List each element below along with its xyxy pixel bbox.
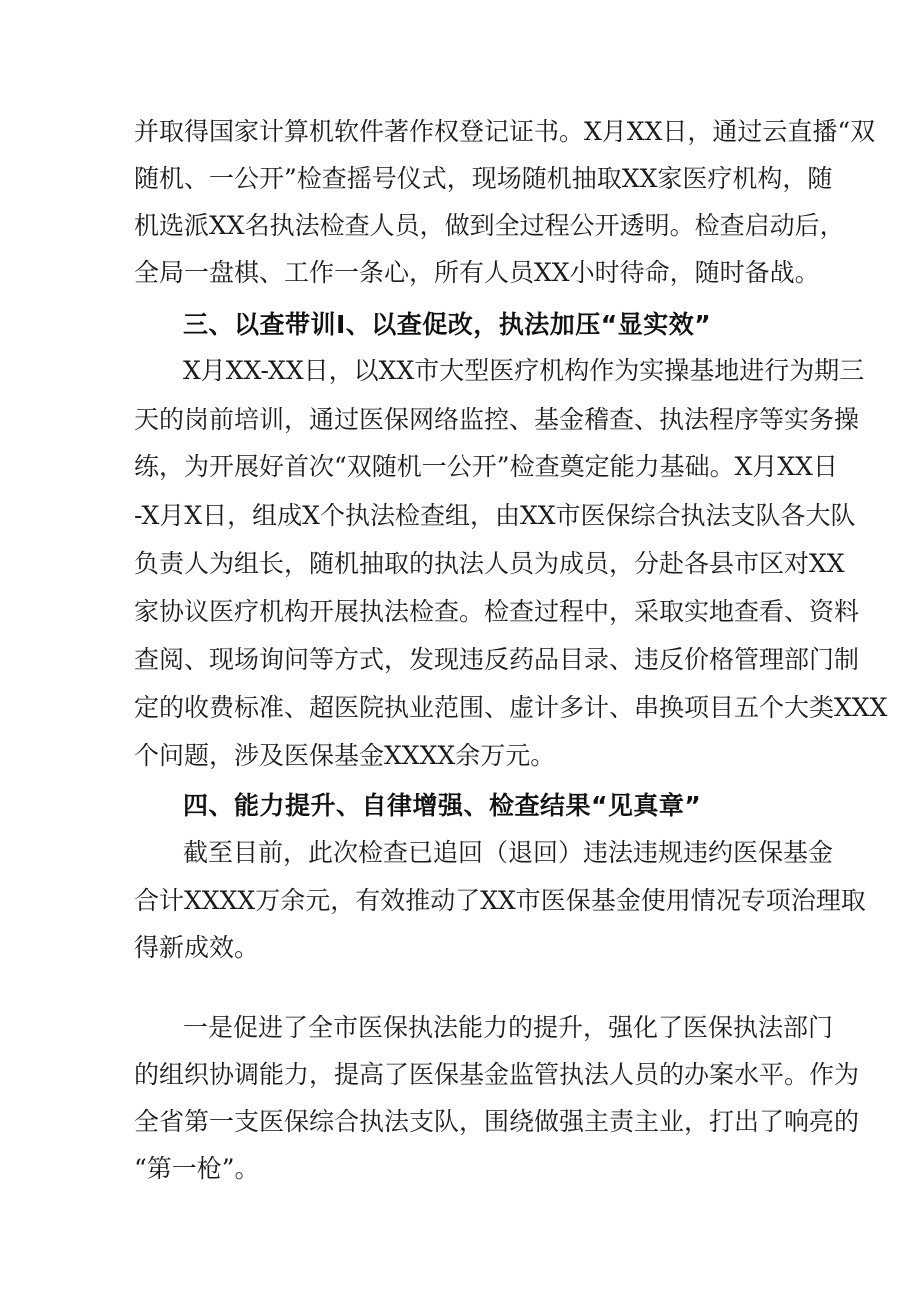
body-line: 随机、一公开”检查摇号仪式，现场随机抽取XX家医疗机构，随 — [134, 164, 833, 193]
body-line: 机选派XX名执法检查人员，做到全过程公开透明。检查启动后， — [134, 211, 845, 240]
section-heading-4: 四、能力提升、自律增强、检查结果“见真章” — [183, 791, 702, 820]
body-line: 查阅、现场询问等方式，发现违反药品目录、违反价格管理部门制 — [134, 645, 860, 674]
body-line: 一是促进了全市医保执法能力的提升，强化了医保执法部门 — [183, 1013, 834, 1042]
body-line: X月XX-XX日，以XX市大型医疗机构作为实操基地进行为期三 — [183, 356, 865, 385]
body-line: 家协议医疗机构开展执法检查。检查过程中，采取实地查看、资料 — [134, 597, 860, 626]
body-line: 个问题，涉及医保基金XXXX余万元。 — [134, 741, 556, 770]
body-line: “第一枪”。 — [134, 1154, 260, 1183]
section-heading-3: 三、以查带训I、以查促改，执法加压“显实效” — [183, 310, 712, 339]
body-line: 全局一盘棋、工作一条心，所有人员XX小时待命，随时备战。 — [134, 258, 820, 287]
body-line: 并取得国家计算机软件著作权登记证书。X月XX日，通过云直播“双 — [134, 117, 876, 146]
body-line: 负责人为组长，随机抽取的执法人员为成员，分赴各县市区对XX — [134, 549, 845, 578]
body-line: 的组织协调能力，提高了医保基金监管执法人员的办案水平。作为 — [134, 1060, 860, 1089]
body-line: 定的收费标准、超医院执业范围、虚计多计、串换项目五个大类XXX — [134, 693, 888, 722]
body-line: -X月X日，组成X个执法检查组，由XX市医保综合执法支队各大队 — [134, 501, 856, 530]
body-line: 全省第一支医保综合执法支队，围绕做强主责主业，打出了响亮的 — [134, 1107, 860, 1136]
body-line: 截至目前，此次检查已追回（退回）违法违规违约医保基金 — [183, 838, 834, 867]
body-line: 合计XXXX万余元，有效推动了XX市医保基金使用情况专项治理取 — [134, 886, 866, 915]
body-line: 得新成效。 — [134, 933, 260, 962]
body-line: 天的岗前培训，通过医保网络监控、基金稽查、执法程序等实务操 — [134, 405, 860, 434]
body-line: 练，为开展好首次“双随机一公开”检查奠定能力基础。X月XX日 — [134, 452, 838, 481]
